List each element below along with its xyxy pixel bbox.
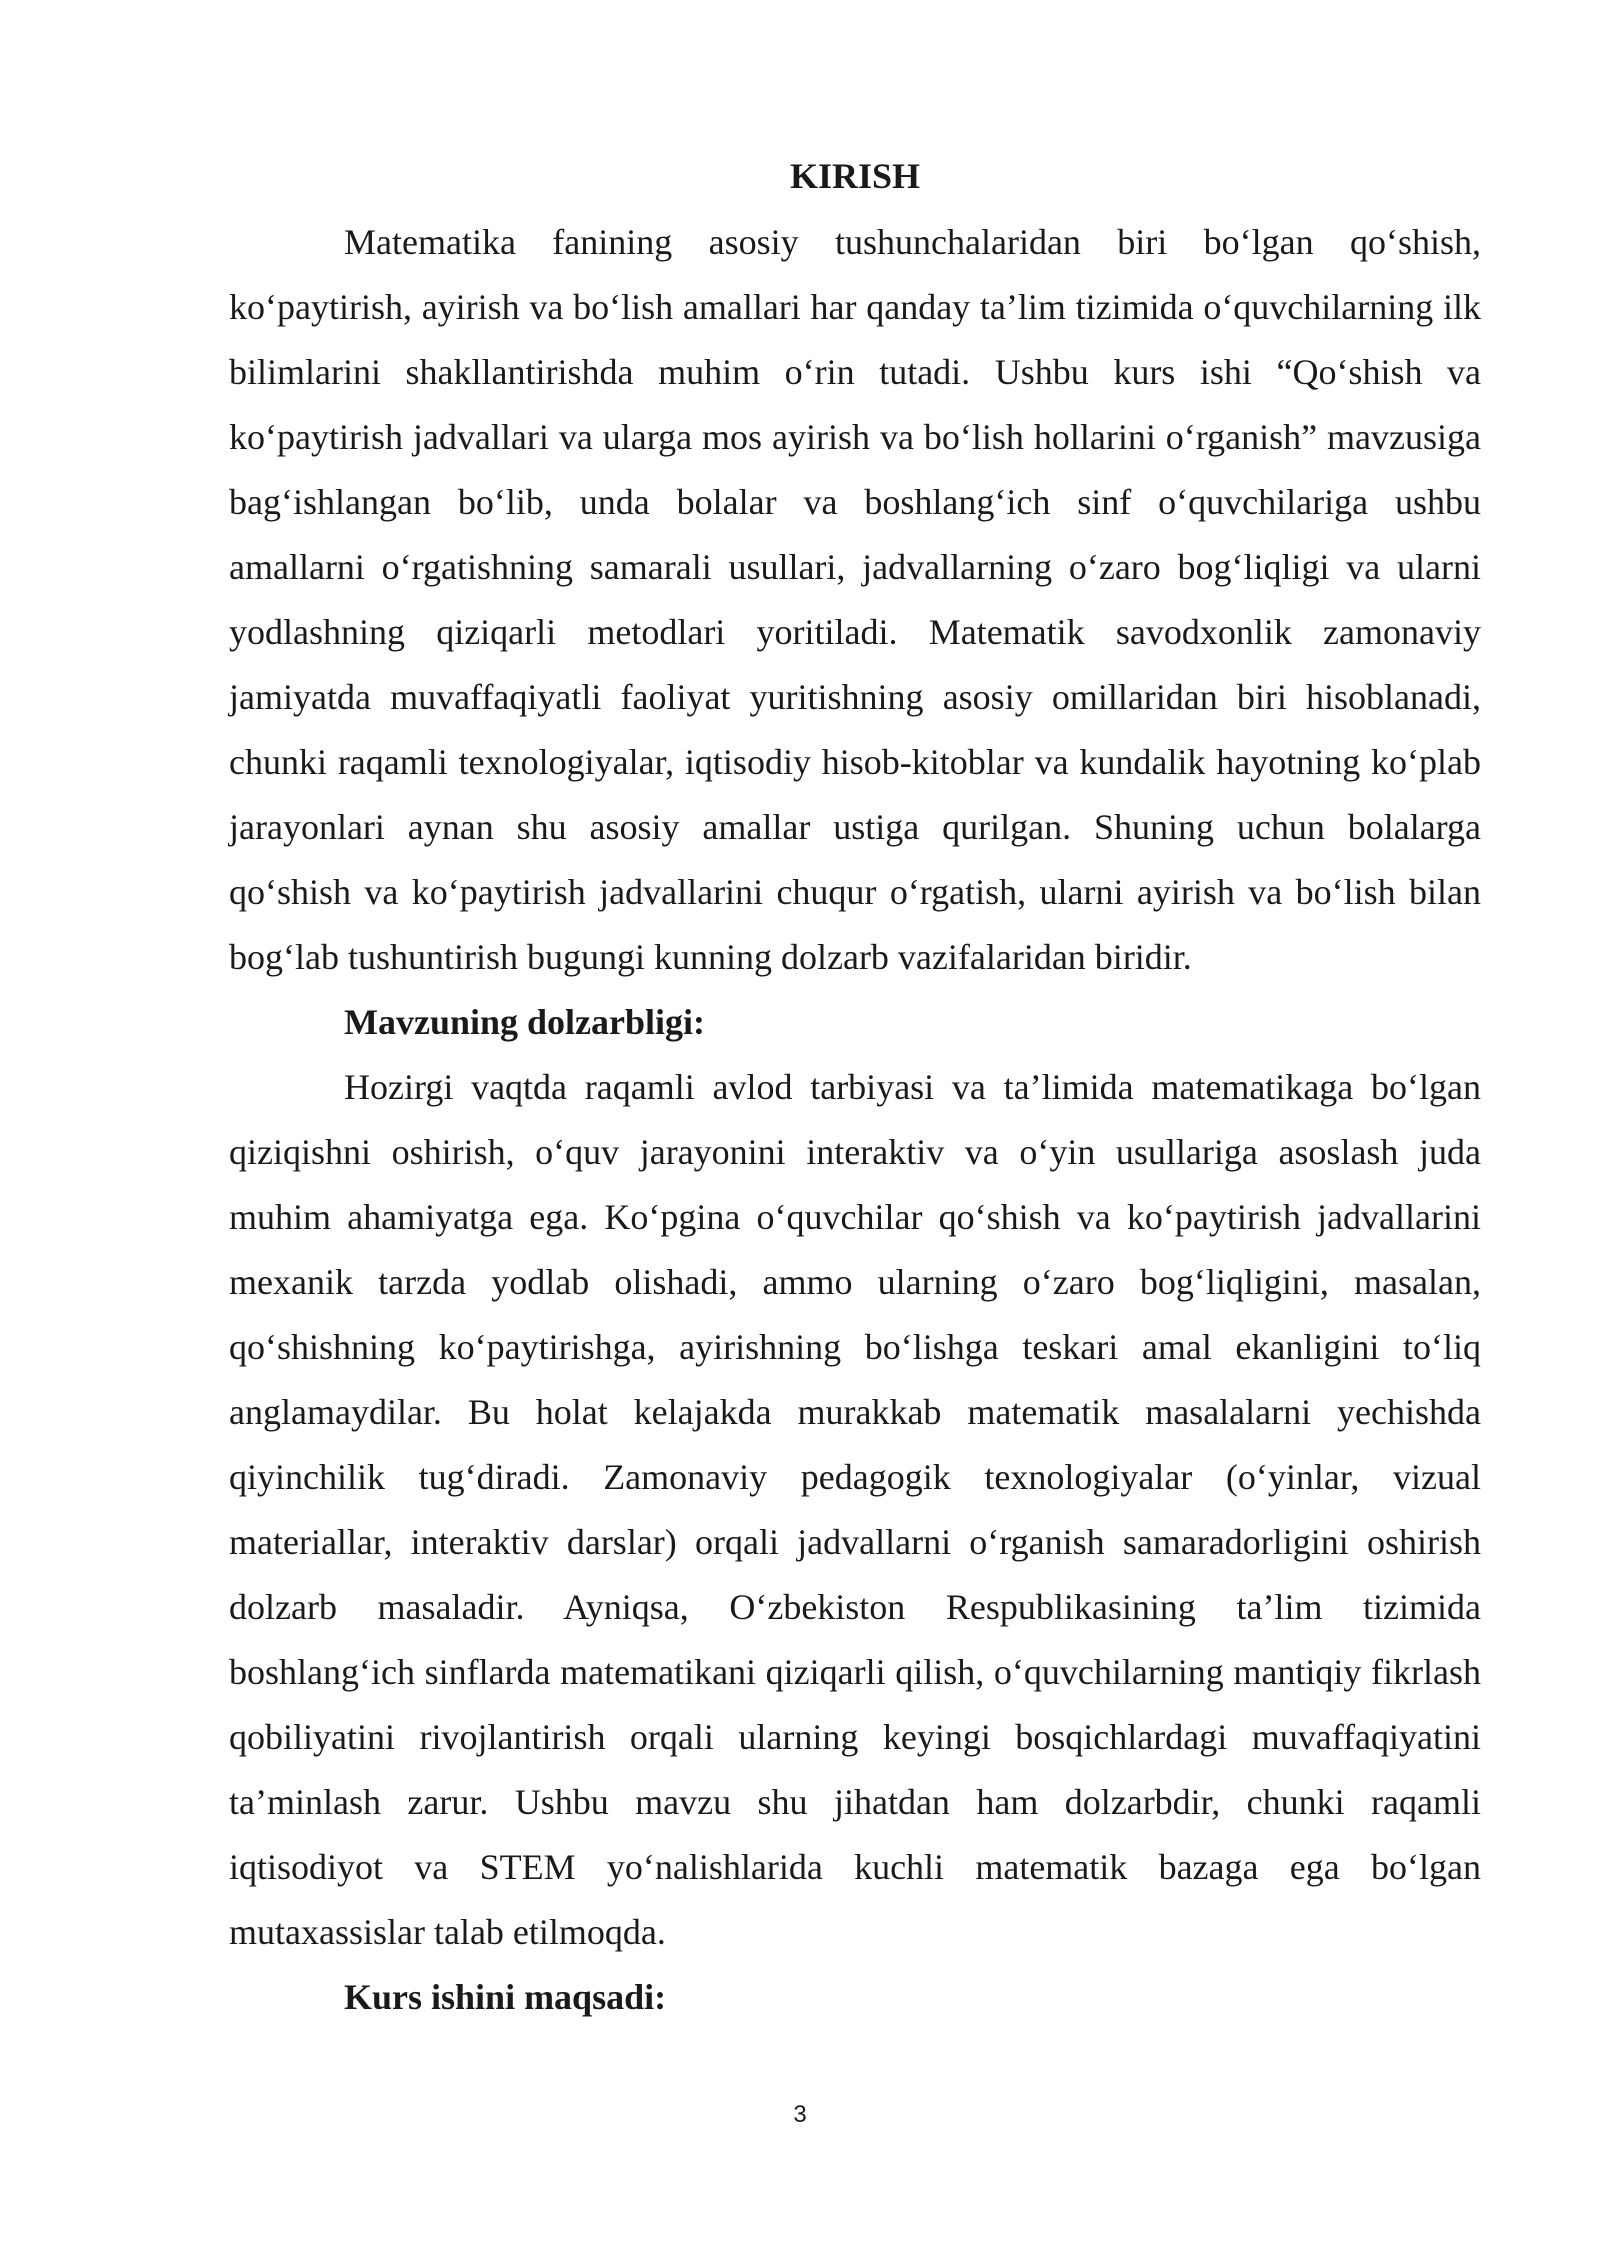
intro-paragraph: Matematika fanining asosiy tushunchalaridan biri bo‘lgan qo‘shish, ko‘paytirish, ayirish va bo‘lish amallari har qanday ta’lim tizimida o‘quvchilarning ilk bilimlarini shakllantirishda muhim o‘rin tutadi. Ushbu kurs ishi “Qo‘shish va ko‘paytirish jadvallari va ularga mos ayirish va bo‘lish hollarini o‘rganish” mavzusiga bag‘ishlangan bo‘lib, unda bolalar va boshlang‘ich sinf o‘quvchilariga ushbu amallarni o‘rgatishning samarali usullari, jadvallarning o‘zaro bog‘liqligi va ularni yodlashning qiziqarli metodlari yoritiladi. Matematik savodxonlik zamonaviy jamiyatda muvaffaqiyatli faoliyat yuritishning asosiy omillaridan biri hisoblanadi, chunki raqamli texnologiyalar, iqtisodiy hisob-kitoblar va kundalik hayotning ko‘plab jarayonlari aynan shu asosiy amallar ustiga qurilgan. Shuning uchun bolalarga qo‘shish va ko‘paytirish jadvallarini chuqur o‘rgatish, ularni ayirish va bo‘lish bilan bog‘lab tushuntirish bugungi kunning dolzarb vazifalaridan biridir.: [229, 222, 1481, 977]
page-number: 3: [793, 2101, 807, 2128]
section-title: KIRISH: [789, 156, 921, 196]
relevance-paragraph: Hozirgi vaqtda raqamli avlod tarbiyasi va ta’limida matematikaga bo‘lgan qiziqishni oshirish, o‘quv jarayonini interaktiv va o‘yin usullariga asoslash juda muhim ahamiyatga ega. Ko‘pgina o‘quvchilar qo‘shish va ko‘paytirish jadvallarini mexanik tarzda yodlab olishadi, ammo ularning o‘zaro bog‘liqligini, masalan, qo‘shishning ko‘paytirishga, ayirishning bo‘lishga teskari amal ekanligini to‘liq anglamaydilar. Bu holat kelajakda murakkab matematik masalalarni yechishda qiyinchilik tug‘diradi. Zamonaviy pedagogik texnologiyalar (o‘yinlar, vizual materiallar, interaktiv darslar) orqali jadvallarni o‘rganish samaradorligini oshirish dolzarb masaladir. Ayniqsa, O‘zbekiston Respublikasining ta’lim tizimida boshlang‘ich sinflarda matematikani qiziqarli qilish, o‘quvchilarning mantiqiy fikrlash qobiliyatini rivojlantirish orqali ularning keyingi bosqichlardagi muvaffaqiyatini ta’minlash zarur. Ushbu mavzu shu jihatdan ham dolzarbdir, chunki raqamli iqtisodiyot va STEM yo‘nalishlarida kuchli matematik bazaga ega bo‘lgan mutaxassislar talab etilmoqda.: [229, 1067, 1481, 1952]
goal-heading: Kurs ishini maqsadi:: [344, 1977, 667, 2017]
page-content: [229, 148, 1481, 2030]
relevance-heading: Mavzuning dolzarbligi:: [344, 1002, 706, 1042]
